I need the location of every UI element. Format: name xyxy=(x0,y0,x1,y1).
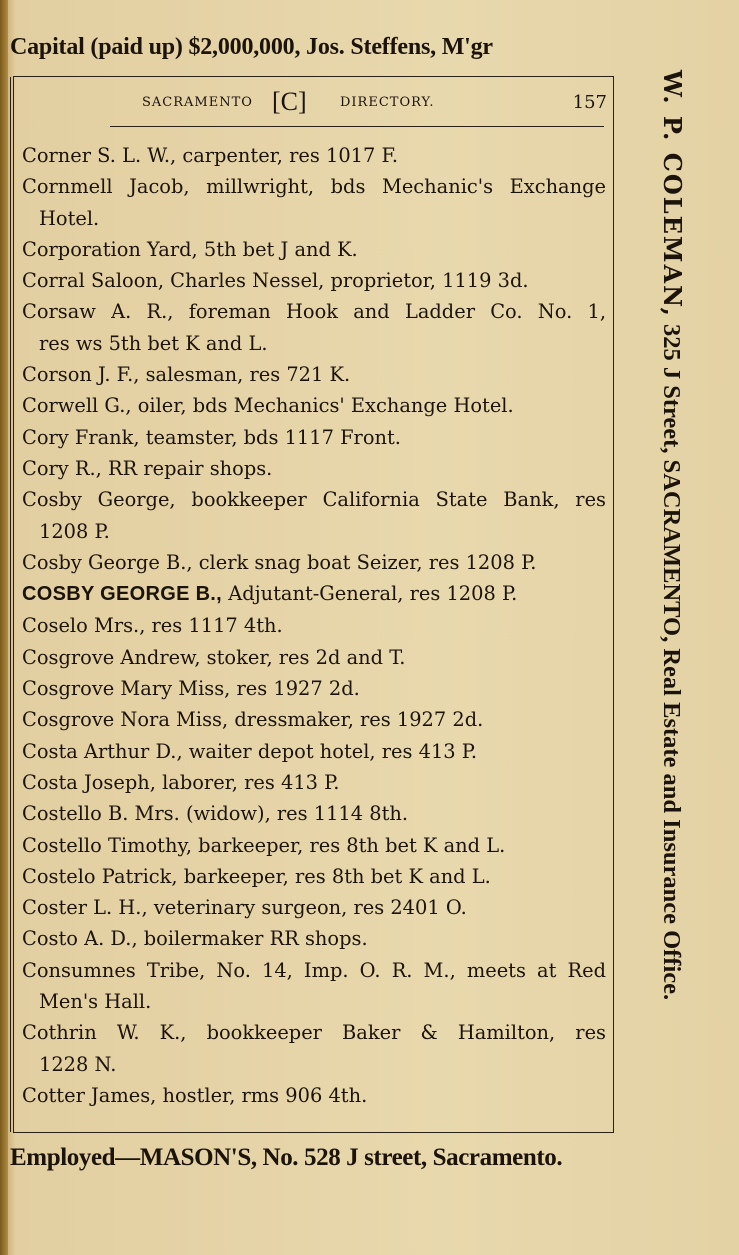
header-directory: DIRECTORY. xyxy=(340,95,435,110)
directory-entry xyxy=(22,453,606,484)
directory-entry xyxy=(22,955,606,1018)
entry-text: Corson J. F., salesman, res 721 K. xyxy=(22,363,351,387)
entry-text: Corral Saloon, Charles Nessel, proprietor, 1119 3d. xyxy=(22,269,529,293)
directory-entry xyxy=(22,484,606,547)
entry-text: Adjutant-General, res 1208 P. xyxy=(228,582,518,606)
directory-entry xyxy=(22,642,606,673)
entry-text: Corsaw A. R., foreman Hook and Ladder Co. No. 1, xyxy=(22,300,606,324)
entry-text: Cotter James, hostler, rms 906 4th. xyxy=(22,1083,368,1107)
directory-entry xyxy=(22,265,606,296)
bottom-advertisement-banner: Employed—MASON'S, No. 528 J street, Sacramento. xyxy=(10,1144,563,1171)
entry-text: Cosgrove Nora Miss, dressmaker, res 1927 2d. xyxy=(22,708,484,732)
entry-text: Costo A. D., boilermaker RR shops. xyxy=(22,927,368,951)
directory-entry xyxy=(22,578,606,610)
entry-text: Costa Joseph, laborer, res 413 P. xyxy=(22,770,340,794)
directory-entry xyxy=(22,892,606,923)
directory-entry xyxy=(22,234,606,265)
entry-text: Cosgrove Mary Miss, res 1927 2d. xyxy=(22,677,360,701)
directory-entry xyxy=(22,140,606,171)
entry-continuation: Men's Hall. xyxy=(39,990,152,1014)
page-binding-edge xyxy=(0,0,8,1255)
entry-text: Cothrin W. K., bookkeeper Baker & Hamilton, res xyxy=(22,1021,606,1045)
directory-entry xyxy=(22,1017,606,1080)
directory-entry xyxy=(22,673,606,704)
directory-entry xyxy=(22,296,606,359)
side-advertisement xyxy=(652,70,692,1135)
page-number: 157 xyxy=(572,92,607,113)
entry-text: Cosgrove Andrew, stoker, res 2d and T. xyxy=(22,645,406,669)
entry-text: Costa Arthur D., waiter depot hotel, res 413 P. xyxy=(22,739,478,763)
entry-text: Cosby George, bookkeeper California State Bank, res xyxy=(22,488,606,512)
entry-text: Corner S. L. W., carpenter, res 1017 F. xyxy=(22,144,399,167)
entry-continuation: 1228 N. xyxy=(39,1052,117,1076)
entry-continuation: Hotel. xyxy=(39,206,100,230)
side-ad-text: 325 J Street, SACRAMENTO, Real Estate and Insurance Office. xyxy=(658,323,685,1001)
entry-text: Cosby George B., clerk snag boat Seizer, res 1208 P. xyxy=(22,550,537,574)
entry-text: Coselo Mrs., res 1117 4th. xyxy=(22,614,283,638)
entry-text: Cory Frank, teamster, bds 1117 Front. xyxy=(22,425,401,449)
entry-text: Costelo Patrick, barkeeper, res 8th bet K and L. xyxy=(22,864,491,888)
directory-entry xyxy=(22,830,606,861)
side-ad-name: W. P. COLEMAN, xyxy=(658,70,687,318)
header-city: SACRAMENTO xyxy=(142,95,253,110)
directory-entry xyxy=(22,736,606,767)
directory-entry xyxy=(22,798,606,829)
entry-text: Costello B. Mrs. (widow), res 1114 8th. xyxy=(22,802,409,826)
directory-entry xyxy=(22,547,606,578)
header-rule xyxy=(110,126,604,127)
directory-entry xyxy=(22,767,606,798)
entry-text: Coster L. H., veterinary surgeon, res 2401 O. xyxy=(22,896,467,920)
entry-text: Corwell G., oiler, bds Mechanics' Exchange Hotel. xyxy=(22,394,514,418)
running-header xyxy=(14,87,613,117)
entry-continuation: res ws 5th bet K and L. xyxy=(39,331,268,355)
header-letter: [C] xyxy=(272,87,307,116)
entry-text: Cornmell Jacob, millwright, bds Mechanic's Exchange xyxy=(22,175,606,199)
entry-text: Consumnes Tribe, No. 14, Imp. O. R. M., meets at Red xyxy=(22,958,606,982)
directory-entries xyxy=(22,140,606,1111)
directory-entry xyxy=(22,923,606,954)
top-advertisement-banner: Capital (paid up) $2,000,000, Jos. Steffens, M'gr xyxy=(10,34,493,60)
directory-entry xyxy=(22,359,606,390)
directory-entry xyxy=(22,171,606,234)
directory-entry xyxy=(22,390,606,421)
entry-bold-name: COSBY GEORGE B., xyxy=(22,583,223,606)
directory-entry xyxy=(22,704,606,735)
entry-continuation: 1208 P. xyxy=(39,519,110,543)
entry-text: Cory R., RR repair shops. xyxy=(22,456,273,480)
directory-entry xyxy=(22,422,606,453)
entry-text: Corporation Yard, 5th bet J and K. xyxy=(22,237,358,261)
directory-entry xyxy=(22,1080,606,1111)
entry-text: Costello Timothy, barkeeper, res 8th bet K and L. xyxy=(22,833,506,857)
directory-entry xyxy=(22,861,606,892)
directory-entry xyxy=(22,610,606,641)
